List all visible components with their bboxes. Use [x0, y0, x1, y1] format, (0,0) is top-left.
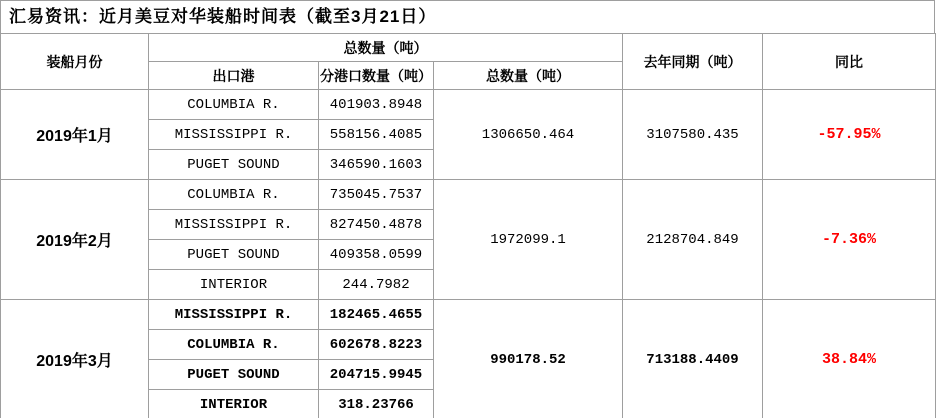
qty-cell: 182465.4655 — [319, 300, 434, 330]
header-last-year: 去年同期（吨） — [623, 34, 763, 90]
table-header — [1, 34, 936, 90]
table-row — [1, 300, 936, 330]
qty-cell: 318.23766 — [319, 390, 434, 418]
table-row — [1, 180, 936, 210]
port-cell: PUGET SOUND — [149, 240, 319, 270]
port-cell: COLUMBIA R. — [149, 180, 319, 210]
table-body — [1, 90, 936, 418]
qty-cell: 244.7982 — [319, 270, 434, 300]
month-cell: 2019年2月 — [1, 180, 149, 300]
port-cell: INTERIOR — [149, 390, 319, 418]
port-cell: MISSISSIPPI R. — [149, 120, 319, 150]
qty-cell: 735045.7537 — [319, 180, 434, 210]
total-cell: 1972099.1 — [434, 180, 623, 300]
header-quantity-group: 总数量（吨） — [149, 34, 623, 62]
port-cell: PUGET SOUND — [149, 150, 319, 180]
month-cell: 2019年1月 — [1, 90, 149, 180]
last-year-cell: 3107580.435 — [623, 90, 763, 180]
qty-cell: 827450.4878 — [319, 210, 434, 240]
qty-cell: 346590.1603 — [319, 150, 434, 180]
qty-cell: 401903.8948 — [319, 90, 434, 120]
last-year-cell: 713188.4409 — [623, 300, 763, 418]
header-export-port: 出口港 — [149, 62, 319, 90]
header-port-quantity: 分港口数量（吨） — [319, 62, 434, 90]
table-row — [1, 90, 936, 120]
header-row-1 — [1, 34, 936, 62]
header-total-quantity: 总数量（吨） — [434, 62, 623, 90]
port-cell: PUGET SOUND — [149, 360, 319, 390]
shipment-table — [0, 33, 936, 418]
last-year-cell: 2128704.849 — [623, 180, 763, 300]
header-month: 装船月份 — [1, 34, 149, 90]
qty-cell: 602678.8223 — [319, 330, 434, 360]
qty-cell: 558156.4085 — [319, 120, 434, 150]
port-cell: COLUMBIA R. — [149, 330, 319, 360]
header-yoy: 同比 — [763, 34, 936, 90]
total-cell: 1306650.464 — [434, 90, 623, 180]
total-cell: 990178.52 — [434, 300, 623, 418]
yoy-cell: -57.95% — [763, 90, 936, 180]
yoy-cell: -7.36% — [763, 180, 936, 300]
yoy-cell: 38.84% — [763, 300, 936, 418]
port-cell: MISSISSIPPI R. — [149, 210, 319, 240]
page-title: 汇易资讯：近月美豆对华装船时间表（截至3月21日） — [0, 0, 935, 33]
port-cell: MISSISSIPPI R. — [149, 300, 319, 330]
month-cell: 2019年3月 — [1, 300, 149, 418]
qty-cell: 204715.9945 — [319, 360, 434, 390]
qty-cell: 409358.0599 — [319, 240, 434, 270]
port-cell: INTERIOR — [149, 270, 319, 300]
port-cell: COLUMBIA R. — [149, 90, 319, 120]
